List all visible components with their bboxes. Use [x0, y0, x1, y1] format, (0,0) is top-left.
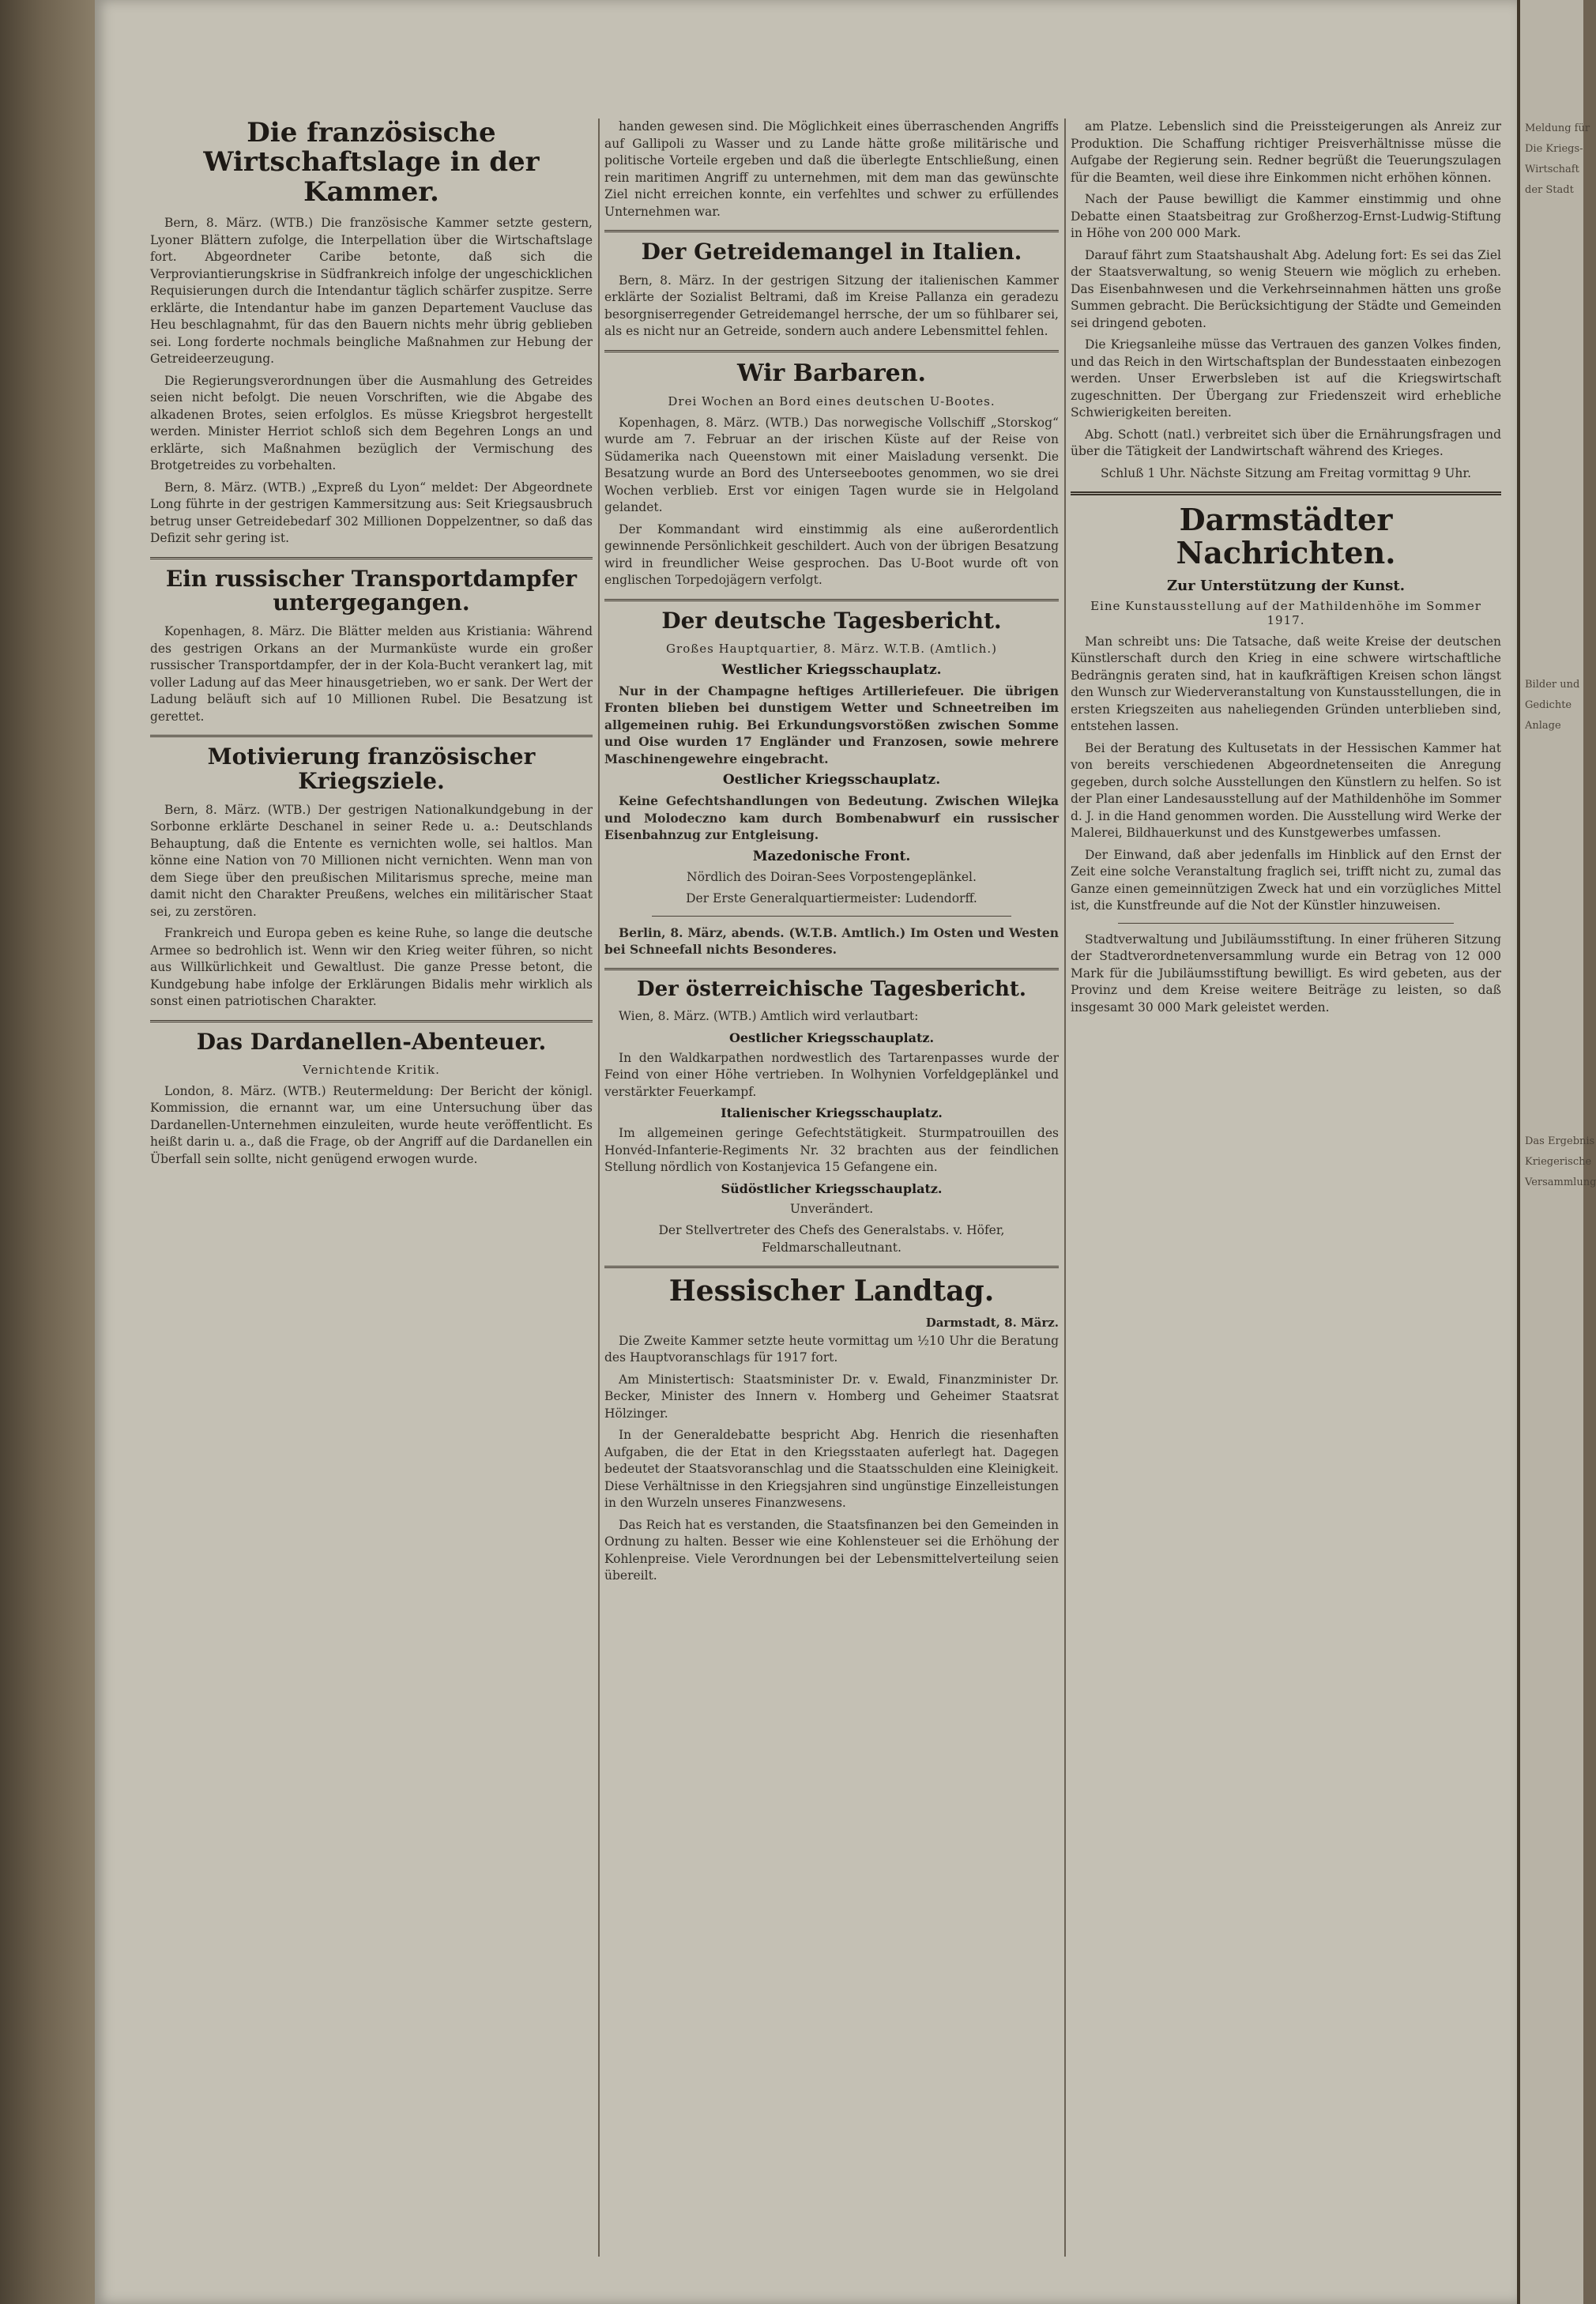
- separator: [1071, 491, 1501, 495]
- article-text: Die Regierungsverordnungen über die Ausmahlung des Getreides seien nicht befolgt. Die neuen Vorschriften, wie die Abgabe des alkadenen Brotes, seien erfolglos. Es müsse Kriegsbrot hergestellt werden. Minister Herriot schloß sich dem Begehren Longs an und erklärte, sich Maßnahmen bezüglich der Vermischung des Brotgetreides zu vorbehalten.: [150, 373, 593, 473]
- headline-wirtschaftslage: Die französische Wirtschaftslage in der Kammer.: [203, 117, 540, 208]
- article-text: Das Reich hat es verstanden, die Staatsfinanzen bei den Gemeinden in Ordnung zu halten. Besser wie eine Kohlensteuer sei die Erhöhung der Kohlenpreise. Viele Verordnungen bei der Lebensmittelverteilung seien übereilt.: [604, 1517, 1059, 1583]
- article-text: Die Zweite Kammer setzte heute vormittag um ½10 Uhr die Beratung des Hauptvoranschlags für 1917 fort.: [604, 1333, 1059, 1365]
- edge-text: Bilder und: [1525, 679, 1580, 691]
- article-text: Bern, 8. März. (WTB.) „Expreß du Lyon“ meldet: Der Abgeordnete Long führte in der gestrigen Kammersitzung aus: Seit Kriegsausbruch betrug unser Getreidebedarf 302 Millionen Doppelzentner, so daß das Defizit sehr gering ist.: [150, 480, 593, 546]
- article-text: am Platze. Lebenslich sind die Preissteigerungen als Anreiz zur Produktion. Die Schaffung richtiger Preisverhältnisse müsse die Aufgabe der Regierung sein. Redner begrüßt die Teuerungszulagen für die Beamten, weil diese ihre Einkommen nicht erhöhen können.: [1071, 119, 1501, 185]
- article-text: Frankreich und Europa geben es keine Ruhe, so lange die deutsche Armee so bedrohlich ist. Wenn wir den Krieg weiter führen, so nicht aus Willkürlichkeit und Gewaltlust. Die ganze Presse betont, die Kundgebung habe infolge der Erklärungen Bidalis mehr wirklich als sonst einen patriotischen Charakter.: [150, 926, 593, 1009]
- headline-transportdampfer: Ein russischer Transportdampfer untergegangen.: [165, 565, 578, 616]
- signature: Der Erste Generalquartiermeister: Ludendorff.: [686, 891, 977, 906]
- article-text: London, 8. März. (WTB.) Reutermeldung: Der Bericht der königl. Kommission, die ernannt war, um eine Untersuchung über das Dardanellen-Unternehmen einzuleiten, wurde heute veröffentlicht. Es heißt darin u. a., daß die Frage, ob der Angriff auf die Dardanellen ein Überfall sein sollte, nicht genügend erwogen wurde.: [150, 1083, 593, 1166]
- separator: [604, 1266, 1059, 1268]
- separator: [1118, 923, 1454, 924]
- separator: [604, 350, 1059, 352]
- section-heading: Italienischer Kriegsschauplatz.: [721, 1105, 943, 1121]
- headline-getreidemangel: Der Getreidemangel in Italien.: [641, 239, 1022, 265]
- subheadline: Großes Hauptquartier, 8. März. W.T.B. (Amtlich.): [666, 641, 997, 656]
- article-text: Bern, 8. März. In der gestrigen Sitzung der italienischen Kammer erklärte der Sozialist Beltrami, daß im Kreise Pallanza ein geradezu besorgniserregender Getreidemangel herrsche, der um so fühlbarer sei, als es nicht nur an Getreide, sondern auch andere Lebensmittel fehlen.: [604, 273, 1059, 339]
- subheadline: Vernichtende Kritik.: [303, 1062, 440, 1077]
- edge-text: Die Kriegs-: [1525, 143, 1583, 155]
- newspaper-page: [95, 0, 1517, 2304]
- dateline: Darmstadt, 8. März.: [925, 1315, 1059, 1330]
- edge-text: Anlage: [1525, 720, 1561, 732]
- headline-hessischer-landtag: Hessischer Landtag.: [668, 1274, 995, 1308]
- article-text: In den Waldkarpathen nordwestlich des Tartarenpasses wurde der Feind von einer Höhe vertrieben. In Wolhynien Vorfeldgeplänkel und verstärkter Feuerkampf.: [604, 1050, 1059, 1099]
- article-text: Nach der Pause bewilligt die Kammer einstimmig und ohne Debatte einen Staatsbeitrag zur Großherzog-Ernst-Ludwig-Stiftung in Höhe von 200 000 Mark.: [1071, 192, 1501, 240]
- section-heading: Oestlicher Kriegsschauplatz.: [722, 772, 941, 789]
- headline-darmstaedter-nachrichten: Darmstädter Nachrichten.: [1176, 502, 1396, 570]
- subheadline: Eine Kunstausstellung auf der Mathildenhöhe im Sommer 1917.: [1090, 598, 1481, 627]
- article-text: handen gewesen sind. Die Möglichkeit eines überraschenden Angriffs auf Gallipoli zu Wasser und zu Lande hätte große militärische und politische Vorteile ergeben und daß die überlegte Entschließung, einen rein maritimen Angriff zu unternehmen, mit dem man das gewünschte Ziel nicht erreichen konnte, ein verfehltes und schwer zu erfüllendes Unternehmen war.: [604, 119, 1059, 219]
- separator: [150, 735, 593, 737]
- article-text: Nur in der Champagne heftiges Artilleriefeuer. Die übrigen Fronten blieben bei dunstigem Wetter und Schneetreiben im allgemeinen ruhig. Bei Erkundungsvorstößen zwischen Somme und Oise wurden 17 Engländer und Franzosen, sowie mehrere Maschinengewehre eingebracht.: [604, 683, 1059, 766]
- edge-text: der Stadt: [1525, 184, 1574, 196]
- article-text: Bern, 8. März. (WTB.) Die französische Kammer setzte gestern, Lyoner Blättern zufolge, die Interpellation über die Wirtschaftslage fort. Abgeordneter Caribe betonte, daß sich die Verproviantierungskrise in Südfrankreich infolge der ungeschicklichen Requisierungen durch die Intendantur täglich schärfer zuspitze. Serre erklärte, die Intendantur habe im ganzen Departement Vaucluse das Heu beschlagnahmt, für das den Bauern nichts mehr übrig geblieben sei. Long forderte nochmals beingliche Maßnahmen zur Hebung der Getreideerzeugung.: [150, 216, 593, 367]
- edge-text: Das Ergebnis: [1525, 1135, 1595, 1147]
- article-text: Der Kommandant wird einstimmig als eine außerordentlich gewinnende Persönlichkeit geschildert. Auch von der übrigen Besatzung wird in freundlicher Weise gesprochen. Das U-Boot wurde oft von englischen Torpedojägern verfolgt.: [604, 521, 1059, 588]
- separator: [604, 968, 1059, 970]
- article-text: Stadtverwaltung und Jubiläumsstiftung. In einer früheren Sitzung der Stadtverordnetenversammlung wurde ein Betrag von 12 000 Mark für die Jubiläumsstiftung bewilligt. Es wird gebeten, aus der Provinz und dem Kreise weitere Beiträge zu leisten, so daß insgesamt 30 000 Mark geleistet werden.: [1071, 932, 1501, 1015]
- article-text: Der Einwand, daß aber jedenfalls im Hinblick auf den Ernst der Zeit eine solche Veranstaltung fraglich sei, trifft nicht zu, zumal das Ganze einen gemeinnützigen Zweck hat und ein vorzügliches Mittel ist, die Kunstfreunde auf die Not der Künstler hinzuweisen.: [1071, 847, 1501, 913]
- section-heading: Mazedonische Front.: [752, 848, 911, 864]
- article-text: Darauf fährt zum Staatshaushalt Abg. Adelung fort: Es sei das Ziel der Staatsverwaltung, so wenig Steuern wie möglich zu erheben. Das Eisenbahnwesen und die Verkehrseinnahmen hätten uns große Summen gebracht. Die Berücksichtigung der Städte und Gemeinden sei dringend geboten.: [1071, 247, 1501, 330]
- column-rule-2: [1064, 119, 1066, 2257]
- column-3: [1071, 119, 1501, 2257]
- separator: [604, 599, 1059, 601]
- article-text: Wien, 8. März. (WTB.) Amtlich wird verlautbart:: [619, 1009, 919, 1024]
- headline-deutscher-tagesbericht: Der deutsche Tagesbericht.: [661, 607, 1002, 634]
- section-heading: Südöstlicher Kriegsschauplatz.: [721, 1180, 943, 1196]
- edge-text: Wirtschaft: [1525, 164, 1579, 175]
- article-text: In der Generaldebatte bespricht Abg. Henrich die riesenhaften Aufgaben, die der Etat in den Kriegsstaaten auferlegt hat. Dagegen bedeutet der Staatsvoranschlag und die Staatsschulden eine Kleinigkeit. Diese Verhältnisse in den Kriegsjahren sind ungünstige Einzelleistungen in den Wurzeln unseres Finanzwesens.: [604, 1428, 1059, 1511]
- article-text: Die Kriegsanleihe müsse das Vertrauen des ganzen Volkes finden, und das Reich in den Wirtschaftsplan der Bundesstaaten einbezogen werden. Unser Erwerbsleben ist auf die Kriegswirtschaft zugeschnitten. Der Übergang zur Friedenszeit wird erhebliche Schwierigkeiten bereiten.: [1071, 337, 1501, 420]
- article-text: Keine Gefechtshandlungen von Bedeutung. Zwischen Wilejka und Molodeczno kam durch Bombenabwurf ein russischer Eisenbahnzug zur Entgleisung.: [604, 793, 1059, 843]
- subheadline: Zur Unterstützung der Kunst.: [1166, 577, 1406, 594]
- article-text: Am Ministertisch: Staatsminister Dr. v. Ewald, Finanzminister Dr. Becker, Minister des Innern v. Homberg und Geheimer Staatsrat Hölzinger.: [604, 1372, 1059, 1421]
- article-text: Berlin, 8. März, abends. (W.T.B. Amtlich.) Im Osten und Westen bei Schneefall nichts Besonderes.: [604, 924, 1059, 958]
- edge-text: Meldung für: [1525, 122, 1590, 134]
- separator: [150, 1020, 593, 1022]
- article-text: Abg. Schott (natl.) verbreitet sich über die Ernährungsfragen und über die Tätigkeit der Landwirtschaft während des Krieges.: [1071, 427, 1501, 458]
- article-text: Bern, 8. März. (WTB.) Der gestrigen Nationalkundgebung in der Sorbonne erklärte Deschanel in seiner Rede u. a.: Deutschlands Behauptung, daß die Entente es vernichten wolle, sei haltlos. Man könne eine Nation von 70 Millionen nicht vernichten. Wenn man von dem Siege über den preußischen Militarismus spreche, meine man damit nicht den Charakter Preußens, welches ein militärischer Staat sei, zu zerstören.: [150, 802, 593, 919]
- headline-kriegsziele: Motivierung französischer Kriegsziele.: [207, 744, 536, 795]
- separator: [652, 916, 1011, 917]
- article-text: Kopenhagen, 8. März. Die Blätter melden aus Kristiania: Während des gestrigen Orkans an der Murmanküste wurde ein großer russischer Transportdampfer, der in der Kola-Bucht verankert lag, mit voller Ladung auf das Meer hinausgetrieben, wo er sank. Der Wert der Ladung beläuft sich auf 10 Millionen Rubel. Die Besatzung ist gerettet.: [150, 624, 593, 724]
- section-heading: Oestlicher Kriegsschauplatz.: [728, 1030, 935, 1045]
- book-spine: [0, 0, 95, 2304]
- adjacent-page-edge: [1517, 0, 1596, 2304]
- subheadline: Drei Wochen an Bord eines deutschen U-Bootes.: [668, 393, 996, 408]
- article-text: Im allgemeinen geringe Gefechtstätigkeit. Sturmpatrouillen des Honvéd-Infanterie-Regiments Nr. 32 brachten aus der feindlichen Stellung nördlich von Kostanjevica 15 Gefangene ein.: [604, 1126, 1059, 1175]
- article-text: Kopenhagen, 8. März. (WTB.) Das norwegische Vollschiff „Storskog“ wurde am 7. Februar an der irischen Küste auf der Reise von Südamerika nach Queenstown mit einer Maisladung versenkt. Die Besatzung wurde an Bord des Unterseebootes genommen, wo sie drei Wochen verblieb. Erst vor einigen Tagen wurde sie in Helgoland gelandet.: [604, 415, 1059, 515]
- headline-barbaren: Wir Barbaren.: [737, 359, 926, 387]
- edge-text: Kriegerische: [1525, 1156, 1592, 1168]
- column-1: [150, 119, 593, 2257]
- signature: Der Stellvertreter des Chefs des Generalstabs. v. Höfer, Feldmarschalleutnant.: [658, 1223, 1005, 1255]
- edge-text: Versammlung: [1525, 1176, 1596, 1188]
- article-text: Unverändert.: [789, 1201, 874, 1216]
- section-heading: Westlicher Kriegsschauplatz.: [721, 661, 942, 678]
- column-2: [604, 119, 1059, 2257]
- headline-oesterreichischer-tagesbericht: Der österreichische Tagesbericht.: [637, 977, 1026, 1001]
- article-text: Nördlich des Doiran-Sees Vorpostengeplänkel.: [687, 869, 977, 884]
- article-text: Schluß 1 Uhr. Nächste Sitzung am Freitag vormittag 9 Uhr.: [1100, 465, 1472, 480]
- edge-text: Gedichte: [1525, 699, 1572, 711]
- column-rule-1: [598, 119, 600, 2257]
- headline-dardanellen: Das Dardanellen-Abenteuer.: [196, 1028, 547, 1055]
- article-text: Bei der Beratung des Kultusetats in der Hessischen Kammer hat von bereits verschiedenen Abgeordnetenseiten die Anregung gegeben, durch solche Ausstellungen den Künstlern zu helfen. So ist der Plan einer Landesausstellung auf der Mathildenhöhe im Sommer d. J. in die Hand genommen worden. Die Ausstellung wird Werke der Malerei, Bildhauerkunst und des Kunstgewerbes umfassen.: [1071, 740, 1501, 841]
- separator: [604, 230, 1059, 232]
- article-text: Man schreibt uns: Die Tatsache, daß weite Kreise der deutschen Künstlerschaft durch den Krieg in eine schwere wirtschaftliche Bedrängnis geraten sind, hat in kaufkräftigen Kreisen schon längst den Wunsch zur Wiederveranstaltung von Kunstausstellungen, die in ersten Kriegszeiten aus naheliegenden Gründen unterblieben sind, entstehen lassen.: [1071, 634, 1501, 734]
- separator: [150, 557, 593, 559]
